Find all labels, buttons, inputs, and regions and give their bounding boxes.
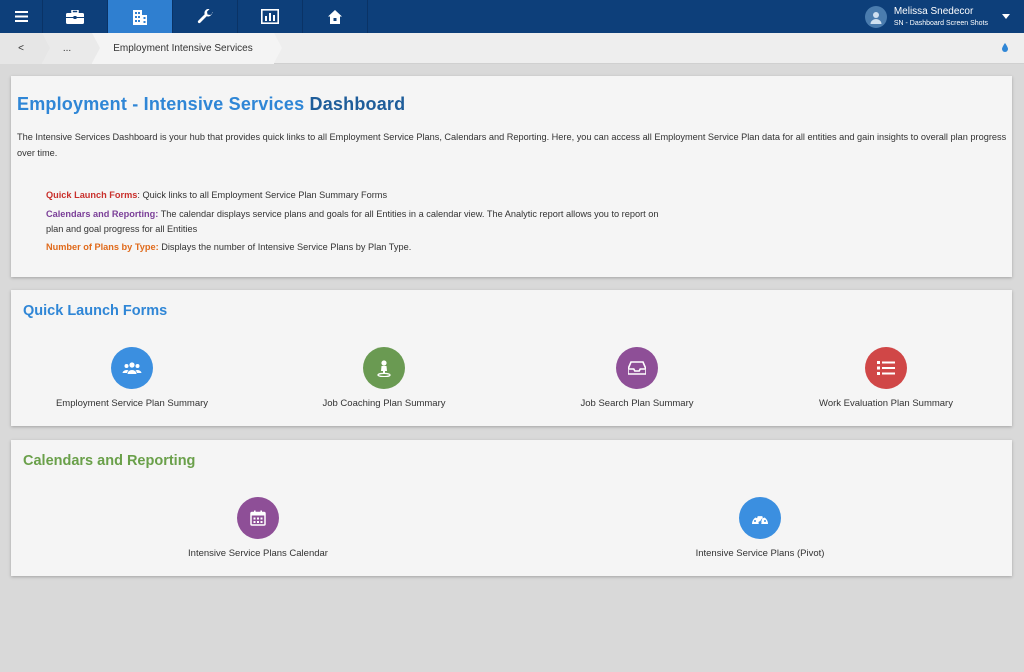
page-title [17, 94, 405, 115]
legend-item-quick-launch [46, 188, 387, 203]
dashboard-gauge-icon [739, 497, 781, 539]
nav-reports-button[interactable] [238, 0, 303, 33]
breadcrumb-separator [274, 33, 282, 63]
section-title: Calendars and Reporting [23, 453, 196, 469]
legend-text: : Quick links to all Employment Service Plan Summary Forms [137, 190, 388, 200]
top-nav-bar [0, 0, 1024, 33]
tile-label: Intensive Service Plans (Pivot) [695, 548, 825, 559]
nav-building-button[interactable] [108, 0, 173, 33]
breadcrumb-separator [42, 33, 50, 63]
nav-home-button[interactable] [303, 0, 368, 33]
breadcrumb-separator [92, 33, 100, 63]
breadcrumb-back-button[interactable]: < [0, 33, 42, 64]
drop-icon[interactable] [1002, 43, 1008, 52]
breadcrumb-ellipsis[interactable]: ... [42, 33, 92, 64]
intro-panel [11, 76, 1012, 277]
legend-text: The calendar displays service plans and goals for all Entities in a calendar view. The Analytic report allows you to report on plan and goal progress for all Entities [46, 209, 659, 234]
group-icon [111, 347, 153, 389]
user-avatar-icon [865, 6, 887, 28]
tile-job-search-plan-summary[interactable] [527, 347, 747, 409]
user-name: Melissa Snedecor [893, 5, 974, 17]
tile-label: Intensive Service Plans Calendar [188, 548, 328, 559]
home-icon [327, 9, 343, 25]
section-title: Quick Launch Forms [23, 303, 168, 319]
tile-label: Job Search Plan Summary [580, 398, 694, 409]
menu-button[interactable] [0, 0, 43, 33]
breadcrumb [0, 33, 1024, 64]
breadcrumb-current[interactable]: Employment Intensive Services [92, 33, 274, 64]
tile-intensive-service-plans-calendar[interactable] [148, 497, 368, 559]
calendars-reporting-panel [11, 440, 1012, 576]
building-icon [132, 9, 148, 25]
legend-text: Displays the number of Intensive Service Plans by Plan Type. [158, 242, 412, 252]
tile-job-coaching-plan-summary[interactable] [274, 347, 494, 409]
tile-employment-service-plan-summary[interactable] [22, 347, 242, 409]
tile-label: Job Coaching Plan Summary [322, 398, 446, 409]
tile-label: Work Evaluation Plan Summary [819, 398, 953, 409]
chevron-down-icon [1002, 14, 1010, 19]
wrench-icon [197, 9, 213, 25]
nav-tools-button[interactable] [173, 0, 238, 33]
user-subtitle: SN - Dashboard Screen Shots [893, 19, 988, 27]
intro-description: The Intensive Services Dashboard is your hub that provides quick links to all Employment Service Plans, Calendars and Reporting. Here, you can access all Employment Service Plan data for all entities and gain insights to overall plan progress over time. [17, 132, 1007, 158]
tile-intensive-service-plans-pivot[interactable] [650, 497, 870, 559]
nav-briefcase-button[interactable] [43, 0, 108, 33]
legend-item-plans-by-type [46, 240, 411, 255]
legend-key: Calendars and Reporting: [46, 209, 159, 219]
briefcase-icon [66, 10, 84, 24]
legend-item-calendars [46, 207, 666, 237]
page-title-part2: Dashboard [309, 94, 406, 114]
tile-label: Employment Service Plan Summary [55, 398, 209, 409]
legend-key: Number of Plans by Type: [46, 242, 159, 252]
legend-key: Quick Launch Forms [46, 190, 138, 200]
tile-work-evaluation-plan-summary[interactable] [776, 347, 996, 409]
inbox-icon [616, 347, 658, 389]
quick-launch-panel [11, 290, 1012, 426]
bar-chart-icon [261, 9, 279, 24]
calendar-icon [237, 497, 279, 539]
coach-icon [363, 347, 405, 389]
page-title-part1: Employment - Intensive Services [17, 94, 305, 114]
list-icon [865, 347, 907, 389]
user-menu[interactable] [865, 0, 1024, 33]
menu-icon [15, 11, 28, 22]
